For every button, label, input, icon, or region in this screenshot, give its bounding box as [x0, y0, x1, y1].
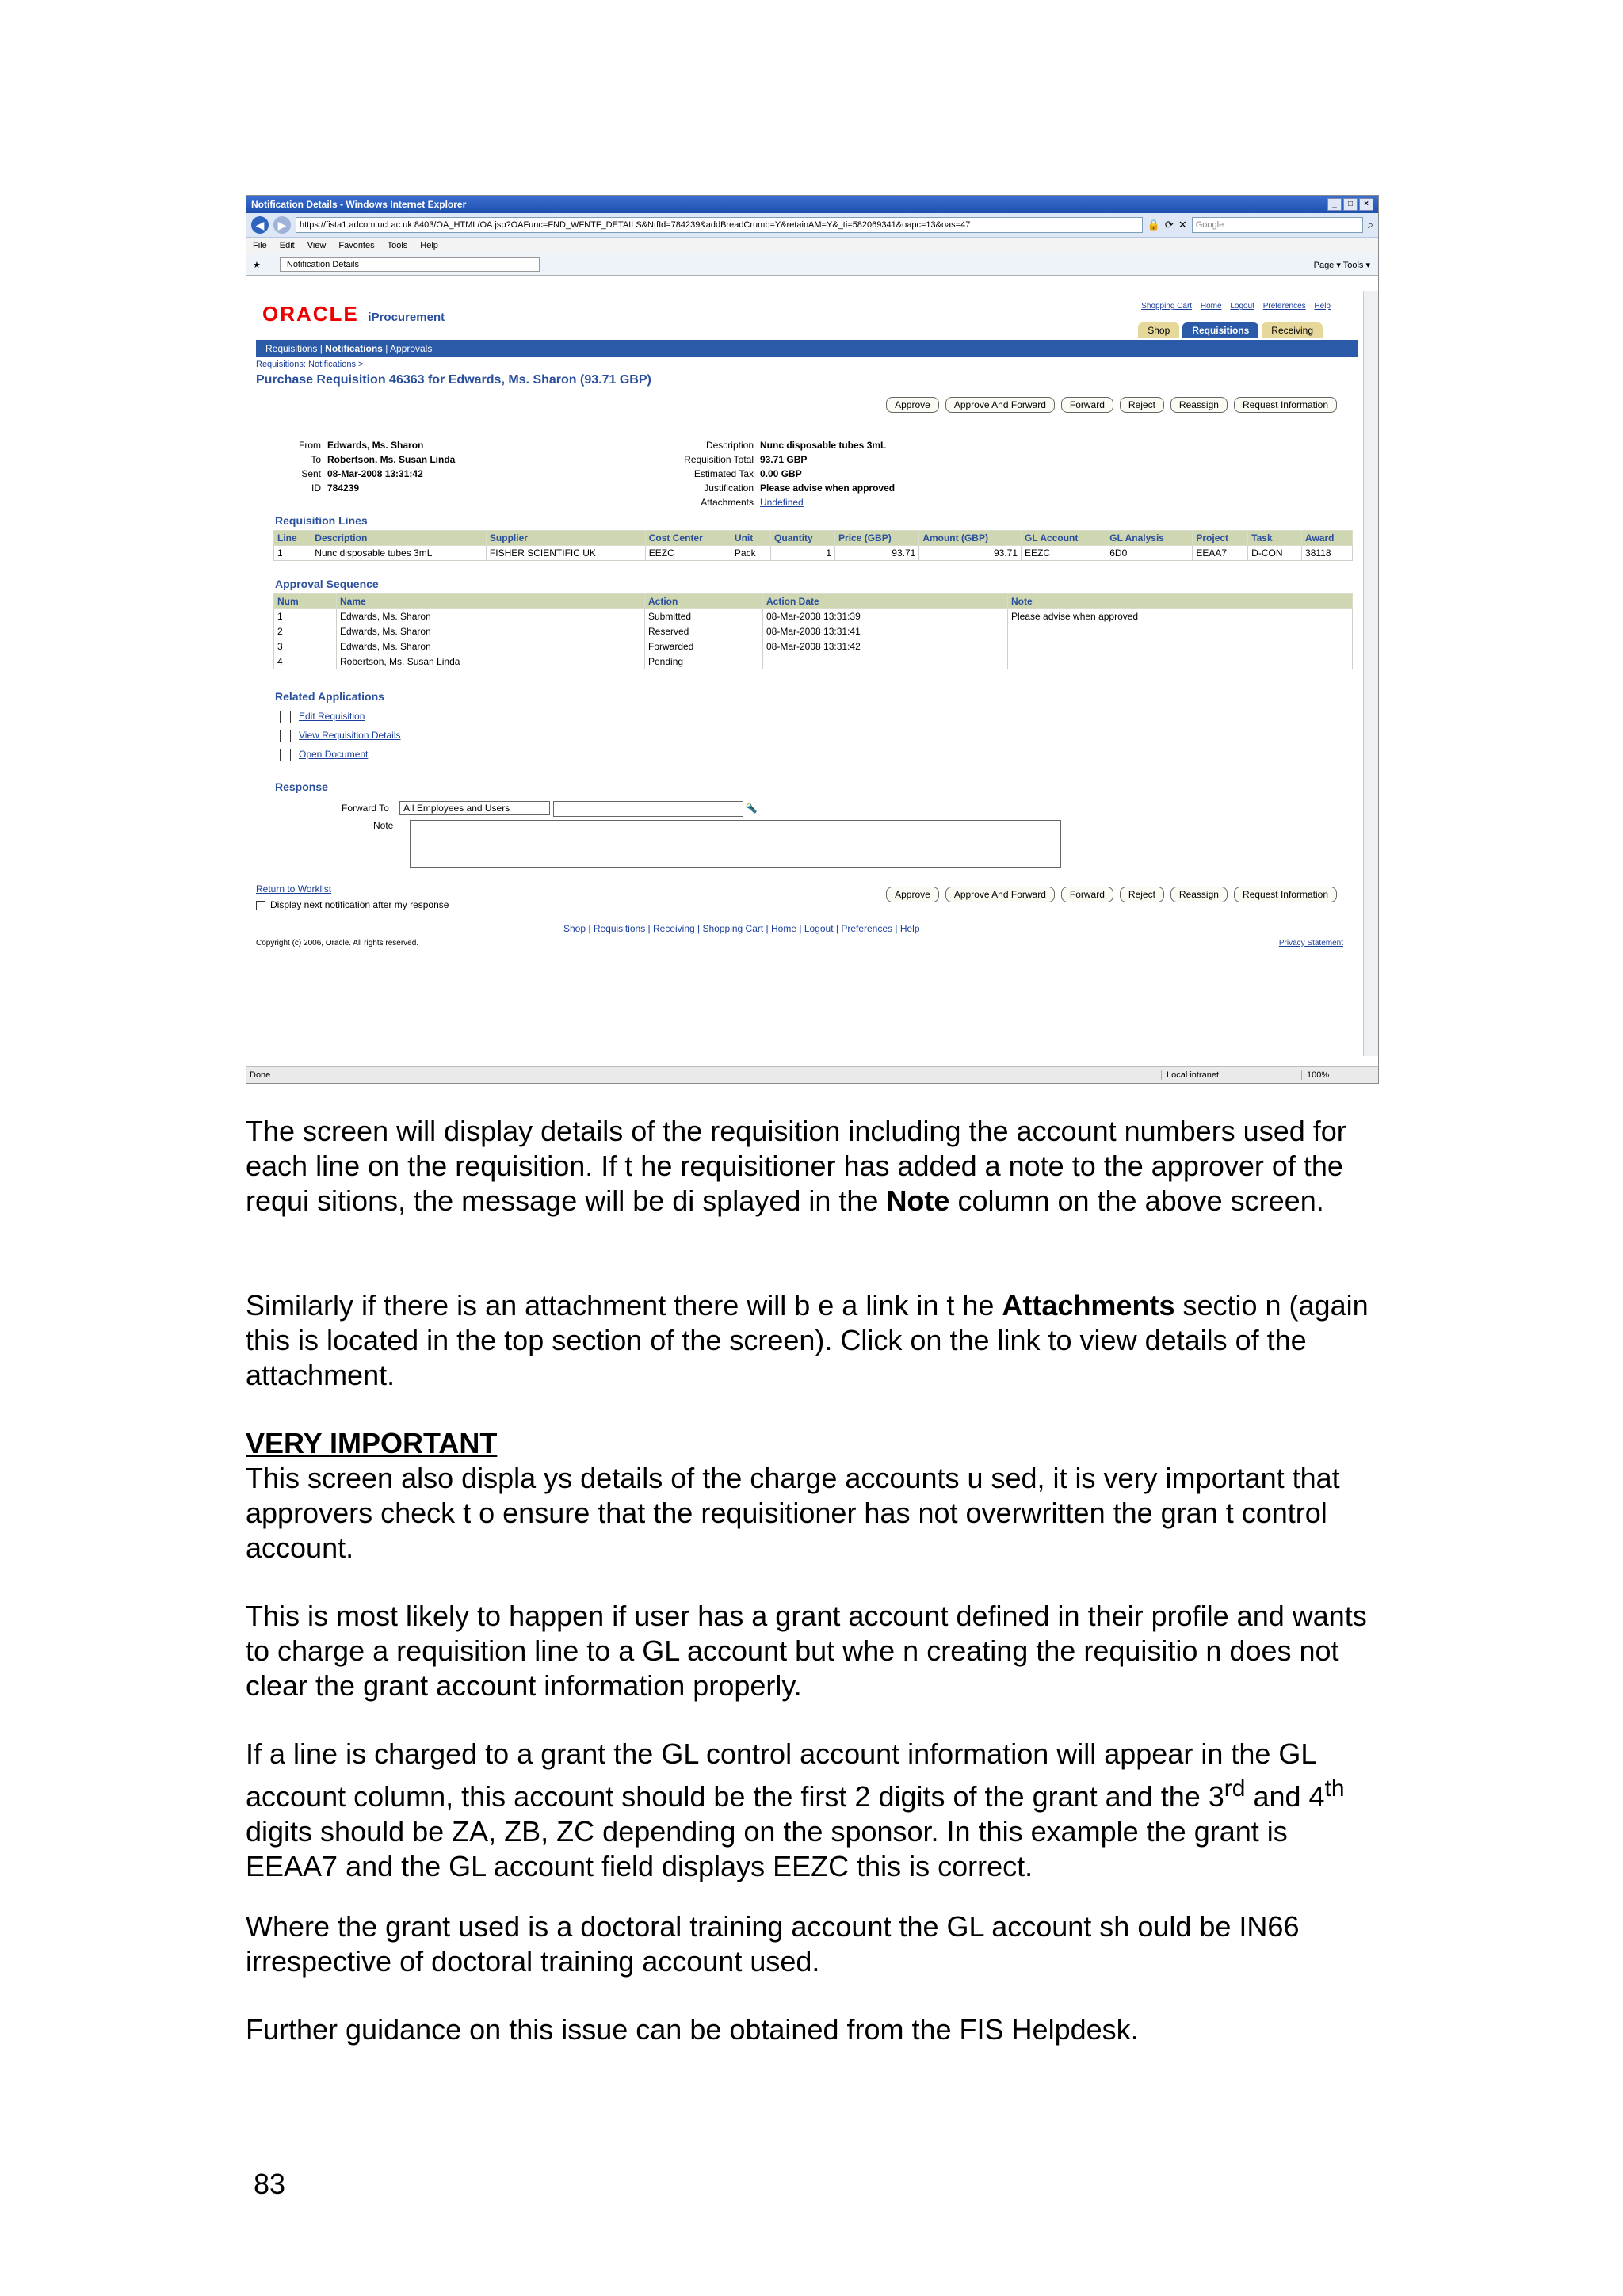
paragraph-1	[246, 1114, 1379, 1219]
link-help[interactable]: Help	[1314, 302, 1331, 311]
cell-num: 3	[274, 639, 337, 654]
cell-name: Edwards, Ms. Sharon	[337, 639, 645, 654]
close-button[interactable]: ×	[1359, 198, 1373, 211]
cell-action: Pending	[645, 654, 763, 669]
col-quantity: Quantity	[771, 531, 835, 546]
security-zone: Local intranet	[1161, 1070, 1301, 1080]
cell-note	[1008, 654, 1353, 669]
col-num: Num	[274, 594, 337, 609]
cell-num: 1	[274, 609, 337, 624]
notification-header-left	[269, 438, 455, 495]
minimize-button[interactable]: _	[1327, 198, 1342, 211]
tab-requisitions[interactable]: Requisitions	[1182, 322, 1258, 338]
page-tools-menu[interactable]: Page ▾ Tools ▾	[1313, 260, 1370, 270]
flashlight-search-icon[interactable]: 🔦	[745, 803, 758, 814]
forward-button[interactable]: Forward	[1061, 887, 1113, 902]
paragraph-5-b: and 4	[1245, 1780, 1325, 1813]
description-value: Nunc disposable tubes 3mL	[760, 440, 887, 451]
tab-bar	[246, 254, 1378, 276]
col-amount: Amount (GBP)	[919, 531, 1022, 546]
cell-name: Edwards, Ms. Sharon	[337, 624, 645, 639]
important-section	[246, 1426, 1379, 1566]
paragraph-2-end: sectio n (again this is located in the top section of the screen). Click on the link to view details of the attachment.	[246, 1289, 1369, 1391]
justification-value: Please advise when approved	[760, 482, 896, 494]
paragraph-1-end: column on the above screen.	[949, 1184, 1324, 1217]
window-titlebar	[246, 196, 1378, 213]
table-row	[274, 639, 1353, 654]
search-icon[interactable]: ⌕	[1367, 219, 1373, 231]
action-buttons-bottom	[886, 887, 1337, 902]
est-tax-label: Estimated Tax	[693, 468, 754, 479]
return-to-worklist-link[interactable]: Return to Worklist	[256, 883, 332, 894]
description-label: Description	[705, 440, 754, 451]
approve-button[interactable]: Approve	[886, 887, 939, 902]
approve-button[interactable]: Approve	[886, 397, 939, 413]
cell-num: 4	[274, 654, 337, 669]
display-next-row	[256, 899, 449, 910]
menu-favorites[interactable]: Favorites	[338, 241, 375, 250]
footer-link-home[interactable]: Home	[771, 923, 797, 934]
link-logout[interactable]: Logout	[1230, 302, 1254, 311]
document-icon	[280, 730, 291, 742]
cell-action-date: 08-Mar-2008 13:31:41	[763, 624, 1008, 639]
col-gl-account: GL Account	[1022, 531, 1106, 546]
sent-value: 08-Mar-2008 13:31:42	[327, 468, 423, 479]
cell-unit: Pack	[731, 546, 770, 561]
link-preferences[interactable]: Preferences	[1262, 302, 1306, 311]
refresh-icon[interactable]: ⟳	[1164, 219, 1174, 231]
col-price: Price (GBP)	[835, 531, 919, 546]
related-applications-heading: Related Applications	[275, 690, 384, 703]
forward-button[interactable]: Forward	[1061, 397, 1113, 413]
table-row	[274, 624, 1353, 639]
maximize-button[interactable]: □	[1343, 198, 1358, 211]
related-applications-list	[280, 711, 401, 768]
lock-icon: 🔒	[1147, 219, 1160, 231]
reject-button[interactable]: Reject	[1120, 887, 1164, 902]
forward-to-input[interactable]	[553, 801, 743, 817]
favorites-star-icon[interactable]: ★	[253, 260, 261, 270]
paragraph-1-text: The screen will display details of the requisition including the account numbers used for each line on the requisition. If t he requisitioner has added a note to the approver of the requi sitions, the message will be di splayed in the	[246, 1115, 1346, 1217]
footer-link-shop[interactable]: Shop	[563, 923, 586, 934]
window-title: Notification Details - Windows Internet Explorer	[251, 199, 467, 210]
attachments-bold: Attachments	[1002, 1289, 1175, 1322]
cell-action-date: 08-Mar-2008 13:31:42	[763, 639, 1008, 654]
action-buttons-top	[886, 397, 1337, 413]
page-content	[246, 291, 1362, 1056]
paragraph-6: Where the grant used is a doctoral training account the GL account sh ould be IN66 irrespective of doctoral training account used.	[246, 1910, 1300, 1978]
address-bar	[246, 213, 1378, 238]
footer-link-shopping-cart[interactable]: Shopping Cart	[702, 923, 764, 934]
paragraph-5-c: digits should be ZA, ZB, ZC depending on the sponsor. In this example the grant is EEAA7 and the GL account field displays EEZC this is correct.	[246, 1815, 1288, 1882]
col-unit: Unit	[731, 531, 770, 546]
open-document-link[interactable]: Open Document	[299, 749, 369, 761]
sent-label: Sent	[301, 468, 321, 479]
approve-forward-button[interactable]: Approve And Forward	[945, 397, 1055, 413]
menu-view[interactable]: View	[307, 241, 327, 250]
response-heading: Response	[275, 780, 328, 793]
display-next-label: Display next notification after my response	[270, 899, 449, 910]
footer-link-receiving[interactable]: Receiving	[653, 923, 695, 934]
paragraph-3: This screen also displa ys details of the charge accounts u sed, it is very important that approvers check t o ensure that the requisitioner has not overwritten the gran t control account.	[246, 1462, 1340, 1564]
paragraph-5-a: If a line is charged to a grant the GL control account information will appear in the GL account column, this account should be the first 2 digits of the grant and the 3	[246, 1737, 1316, 1813]
breadcrumb[interactable]: Requisitions: Notifications >	[256, 360, 364, 369]
note-textarea[interactable]	[410, 820, 1061, 868]
col-task: Task	[1248, 531, 1302, 546]
cell-name: Robertson, Ms. Susan Linda	[337, 654, 645, 669]
privacy-statement-link[interactable]: Privacy Statement	[1278, 939, 1343, 948]
superscript-rd: rd	[1224, 1775, 1246, 1802]
oracle-logo: ORACLE	[262, 302, 359, 326]
cell-name: Edwards, Ms. Sharon	[337, 609, 645, 624]
col-award: Award	[1302, 531, 1353, 546]
table-row	[274, 654, 1353, 669]
attachments-label: Attachments	[701, 497, 754, 508]
cell-action: Reserved	[645, 624, 763, 639]
tab-notification-details[interactable]: Notification Details	[280, 257, 540, 272]
status-text: Done	[250, 1070, 271, 1080]
back-icon[interactable]: ◀	[251, 216, 269, 234]
document-icon	[280, 749, 291, 761]
forward-icon[interactable]: ▶	[273, 216, 291, 234]
cell-amount: 93.71	[919, 546, 1022, 561]
vertical-scrollbar[interactable]	[1363, 291, 1378, 1056]
est-tax-value: 0.00 GBP	[760, 468, 802, 479]
sub-navigation: Requisitions | Notifications | Approvals	[256, 340, 1358, 357]
subnav-approvals[interactable]: Approvals	[389, 343, 433, 354]
menu-help[interactable]: Help	[420, 241, 438, 250]
zoom-level[interactable]: 100%	[1301, 1070, 1378, 1080]
col-project: Project	[1193, 531, 1248, 546]
cell-action: Submitted	[645, 609, 763, 624]
stop-icon[interactable]: ✕	[1178, 219, 1187, 231]
cell-note	[1008, 639, 1353, 654]
id-label: ID	[311, 482, 321, 494]
notification-header-right	[587, 438, 895, 509]
edit-requisition-link[interactable]: Edit Requisition	[299, 711, 365, 723]
paragraph-5	[246, 1737, 1379, 1884]
copyright-text: Copyright (c) 2006, Oracle. All rights reserved.	[256, 939, 419, 948]
app-branding	[262, 302, 445, 326]
paragraph-2-text: Similarly if there is an attachment there will b e a link in t he	[246, 1289, 1002, 1322]
reject-button[interactable]: Reject	[1120, 397, 1164, 413]
approval-sequence-table	[273, 593, 1353, 669]
paragraph-7: Further guidance on this issue can be obtained from the FIS Helpdesk.	[246, 2013, 1139, 2046]
menu-file[interactable]: File	[253, 241, 267, 250]
from-label: From	[299, 440, 321, 451]
justification-label: Justification	[704, 482, 754, 494]
view-requisition-details-link[interactable]: View Requisition Details	[299, 730, 401, 742]
status-bar	[246, 1066, 1378, 1083]
document-icon	[280, 711, 291, 723]
note-label: Note	[373, 820, 394, 831]
page-number: 83	[254, 2168, 286, 2200]
table-row	[274, 546, 1353, 561]
approve-forward-button[interactable]: Approve And Forward	[945, 887, 1055, 902]
very-important-heading: VERY IMPORTANT	[246, 1427, 498, 1459]
tab-shop[interactable]: Shop	[1138, 322, 1179, 338]
url-field[interactable]: https://fista1.adcom.ucl.ac.uk:8403/OA_HTML/OA.jsp?OAFunc=FND_WFNTF_DETAILS&NtfId=784239&addBreadCrumb=Y&retainAM=Y&_ti=582069341&oapc=13&oas=47	[296, 217, 1143, 233]
to-value: Robertson, Ms. Susan Linda	[327, 454, 456, 465]
cell-gl-analysis: 6D0	[1106, 546, 1193, 561]
cell-cost-center: EEZC	[645, 546, 731, 561]
request-info-button[interactable]: Request Information	[1234, 887, 1337, 902]
req-total-label: Requisition Total	[684, 454, 754, 465]
superscript-th: th	[1324, 1775, 1345, 1802]
cell-gl-account: EEZC	[1022, 546, 1106, 561]
forward-to-select[interactable]: All Employees and Users	[399, 801, 550, 815]
product-name: iProcurement	[368, 311, 445, 324]
app-tabs	[1138, 322, 1323, 338]
cell-price: 93.71	[835, 546, 919, 561]
cell-num: 2	[274, 624, 337, 639]
cell-action-date	[763, 654, 1008, 669]
paragraph-2	[246, 1288, 1379, 1393]
menu-bar	[246, 238, 1378, 254]
cell-note	[1008, 624, 1353, 639]
col-action-date: Action Date	[763, 594, 1008, 609]
browser-screenshot	[246, 195, 1379, 1084]
col-cost-center: Cost Center	[645, 531, 731, 546]
col-note: Note	[1008, 594, 1353, 609]
cell-award: 38118	[1302, 546, 1353, 561]
link-shopping-cart[interactable]: Shopping Cart	[1141, 302, 1193, 311]
col-supplier: Supplier	[486, 531, 645, 546]
to-label: To	[311, 454, 321, 465]
footer-link-logout[interactable]: Logout	[804, 923, 834, 934]
reassign-button[interactable]: Reassign	[1170, 887, 1228, 902]
from-value: Edwards, Ms. Sharon	[327, 440, 424, 451]
cell-line: 1	[274, 546, 311, 561]
requisition-lines-heading: Requisition Lines	[275, 514, 368, 527]
request-info-button[interactable]: Request Information	[1234, 397, 1337, 413]
tab-receiving[interactable]: Receiving	[1262, 322, 1323, 338]
cell-task: D-CON	[1248, 546, 1302, 561]
page-title: Purchase Requisition 46363 for Edwards, Ms. Sharon (93.71 GBP)	[256, 373, 1358, 391]
footer-link-help[interactable]: Help	[899, 923, 920, 934]
requisition-lines-table	[273, 530, 1353, 561]
footer-link-requisitions[interactable]: Requisitions	[593, 923, 646, 934]
table-row	[274, 609, 1353, 624]
cell-action-date: 08-Mar-2008 13:31:39	[763, 609, 1008, 624]
cell-description: Nunc disposable tubes 3mL	[311, 546, 487, 561]
col-line: Line	[274, 531, 311, 546]
search-input[interactable]: Google	[1192, 217, 1363, 233]
menu-edit[interactable]: Edit	[279, 241, 295, 250]
col-gl-analysis: GL Analysis	[1106, 531, 1193, 546]
subnav-requisitions[interactable]: Requisitions	[265, 343, 318, 354]
id-value: 784239	[327, 482, 360, 494]
forward-to-row	[342, 801, 758, 817]
cell-project: EEAA7	[1193, 546, 1248, 561]
attachments-link[interactable]: Undefined	[760, 497, 804, 508]
display-next-checkbox[interactable]	[256, 901, 265, 910]
link-home[interactable]: Home	[1200, 302, 1222, 311]
approval-sequence-heading: Approval Sequence	[275, 578, 379, 590]
cell-action: Forwarded	[645, 639, 763, 654]
req-total-value: 93.71 GBP	[760, 454, 808, 465]
cell-quantity: 1	[771, 546, 835, 561]
paragraph-4: This is most likely to happen if user has a grant account defined in their profile and wants to charge a requisition line to a GL account but whe n creating the requisitio n does not clear the grant account information properly.	[246, 1600, 1367, 1702]
forward-to-label: Forward To	[342, 803, 389, 814]
subnav-notifications[interactable]: Notifications	[325, 343, 383, 354]
footer-link-preferences[interactable]: Preferences	[841, 923, 893, 934]
col-name: Name	[337, 594, 645, 609]
col-description: Description	[311, 531, 487, 546]
note-bold: Note	[886, 1184, 950, 1217]
col-action: Action	[645, 594, 763, 609]
cell-supplier: FISHER SCIENTIFIC UK	[486, 546, 645, 561]
reassign-button[interactable]: Reassign	[1170, 397, 1228, 413]
menu-tools[interactable]: Tools	[387, 241, 408, 250]
footer-links: Shop | Requisitions | Receiving | Shopping Cart | Home | Logout | Preferences | Help	[563, 923, 920, 934]
cell-note: Please advise when approved	[1008, 609, 1353, 624]
global-links	[1135, 302, 1331, 311]
